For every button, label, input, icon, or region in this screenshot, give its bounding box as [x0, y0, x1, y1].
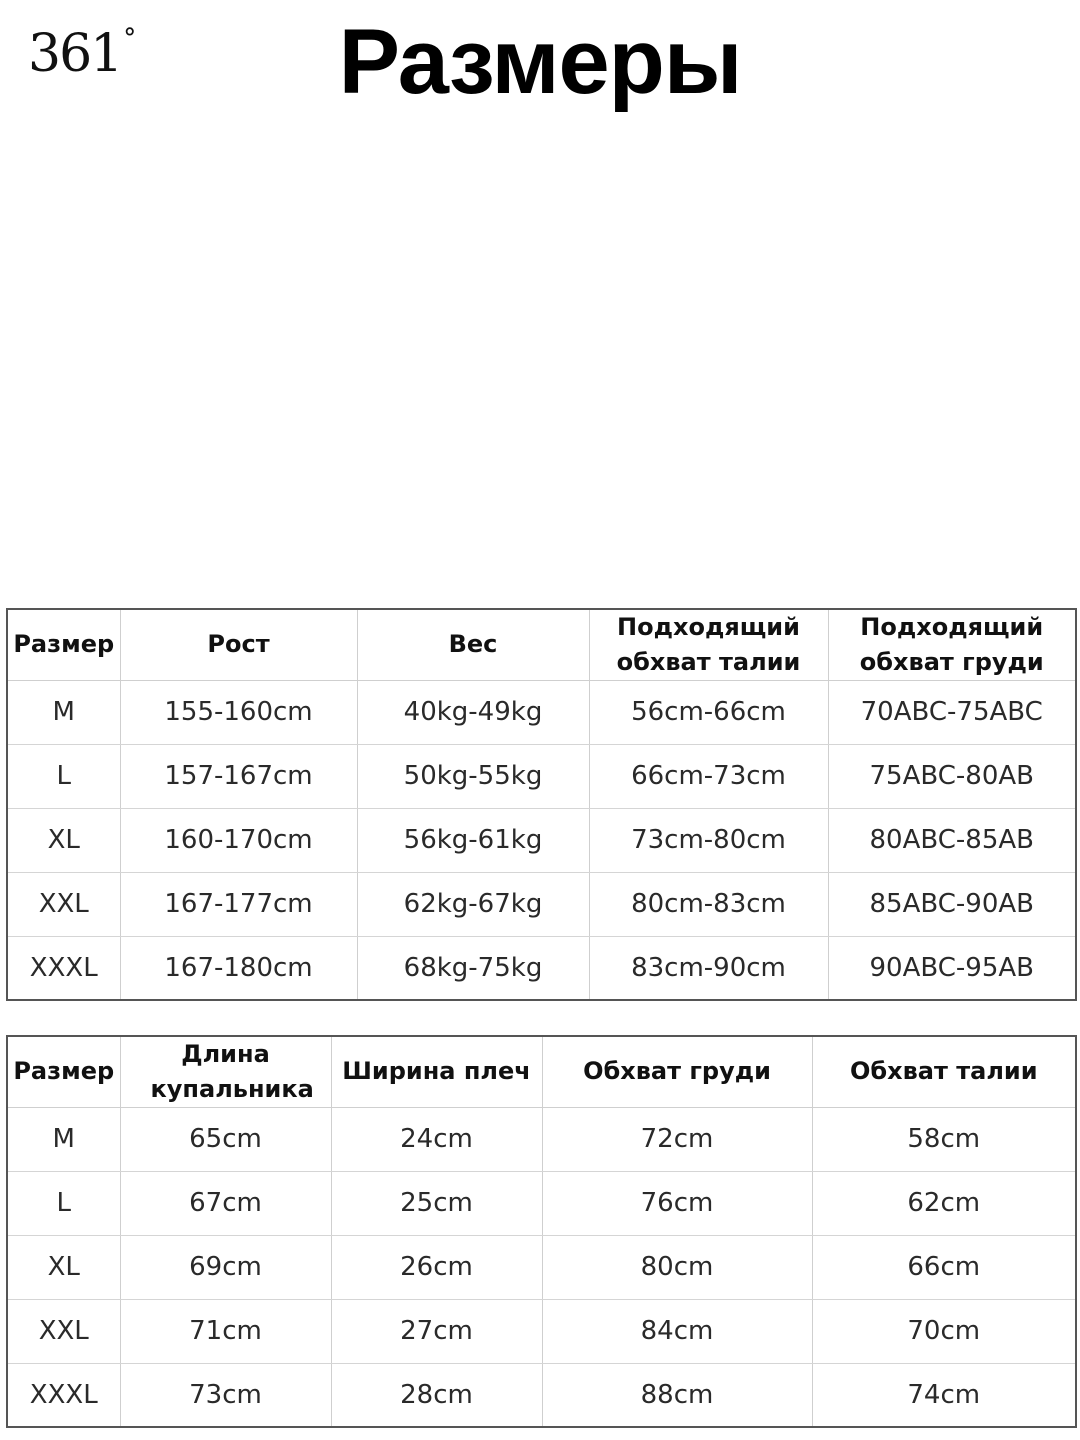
- cell-chest: 90ABC-95AB: [828, 936, 1076, 1000]
- page-title: Размеры: [338, 11, 742, 113]
- cell-length: 67cm: [120, 1171, 331, 1235]
- cell-waist: 56cm-66cm: [589, 680, 828, 744]
- cell-height: 160-170cm: [120, 808, 357, 872]
- table-row: [7, 1235, 1076, 1299]
- logo-degree: °: [123, 23, 135, 54]
- cell-size: L: [7, 744, 120, 808]
- table-header-row: [7, 1036, 1076, 1107]
- cell-chest: 72cm: [542, 1107, 812, 1171]
- table-row: [7, 872, 1076, 936]
- column-header-chest: Обхват груди: [542, 1036, 812, 1107]
- cell-waist: 70cm: [812, 1299, 1076, 1363]
- cell-shoulder: 27cm: [331, 1299, 542, 1363]
- cell-size: XXL: [7, 1299, 120, 1363]
- column-header-weight: Вес: [357, 609, 589, 680]
- cell-waist: 74cm: [812, 1363, 1076, 1427]
- column-header-chest: Подходящий обхват груди: [828, 609, 1076, 680]
- cell-waist: 73cm-80cm: [589, 808, 828, 872]
- cell-size: M: [7, 1107, 120, 1171]
- column-header-waist: Обхват талии: [812, 1036, 1076, 1107]
- cell-size: XXXL: [29, 1379, 98, 1410]
- cell-weight: 40kg-49kg: [357, 680, 589, 744]
- cell-waist: 66cm-73cm: [589, 744, 828, 808]
- cell-size: XXXL: [29, 952, 98, 983]
- cell-size: XL: [7, 808, 120, 872]
- column-header-size: Размер: [7, 609, 120, 680]
- logo-text: 361: [28, 24, 122, 84]
- table-row: [7, 1363, 1076, 1427]
- cell-weight: 50kg-55kg: [357, 744, 589, 808]
- cell-chest: 76cm: [542, 1171, 812, 1235]
- cell-shoulder: 28cm: [331, 1363, 542, 1427]
- size-table-body-measurements: [6, 608, 1077, 1001]
- cell-chest: 75ABC-80AB: [828, 744, 1076, 808]
- cell-waist: 80cm-83cm: [589, 872, 828, 936]
- column-header-shoulder-width: Ширина плеч: [331, 1036, 542, 1107]
- cell-height: 155-160cm: [120, 680, 357, 744]
- cell-size: M: [7, 680, 120, 744]
- cell-chest: 85ABC-90AB: [828, 872, 1076, 936]
- table-row: [7, 1107, 1076, 1171]
- cell-length: 73cm: [120, 1363, 331, 1427]
- table-row: [7, 744, 1076, 808]
- cell-height: 157-167cm: [120, 744, 357, 808]
- table-row: [7, 680, 1076, 744]
- cell-length: 71cm: [120, 1299, 331, 1363]
- cell-weight: 68kg-75kg: [357, 936, 589, 1000]
- cell-waist: 66cm: [812, 1235, 1076, 1299]
- column-header-swimsuit-length: Длина купальника: [120, 1036, 331, 1107]
- cell-size: XXL: [7, 872, 120, 936]
- cell-chest: 88cm: [542, 1363, 812, 1427]
- cell-chest: 80ABC-85AB: [828, 808, 1076, 872]
- cell-length: 65cm: [120, 1107, 331, 1171]
- cell-size: XL: [7, 1235, 120, 1299]
- column-header-height: Рост: [120, 609, 357, 680]
- cell-chest: 70ABC-75ABC: [828, 680, 1076, 744]
- table-header-row: [7, 609, 1076, 680]
- cell-shoulder: 26cm: [331, 1235, 542, 1299]
- size-table-garment-measurements: [6, 1035, 1077, 1428]
- column-header-waist: Подходящий обхват талии: [589, 609, 828, 680]
- cell-weight: 56kg-61kg: [357, 808, 589, 872]
- cell-chest: 80cm: [542, 1235, 812, 1299]
- table-row: [7, 808, 1076, 872]
- table-row: [7, 936, 1076, 1000]
- cell-waist: 62cm: [812, 1171, 1076, 1235]
- cell-height: 167-177cm: [120, 872, 357, 936]
- cell-shoulder: 24cm: [331, 1107, 542, 1171]
- cell-weight: 62kg-67kg: [357, 872, 589, 936]
- cell-size: L: [7, 1171, 120, 1235]
- cell-waist: 58cm: [812, 1107, 1076, 1171]
- cell-length: 69cm: [120, 1235, 331, 1299]
- table-row: [7, 1171, 1076, 1235]
- cell-height: 167-180cm: [120, 936, 357, 1000]
- column-header-size: Размер: [7, 1036, 120, 1107]
- cell-waist: 83cm-90cm: [589, 936, 828, 1000]
- cell-chest: 84cm: [542, 1299, 812, 1363]
- table-row: [7, 1299, 1076, 1363]
- cell-shoulder: 25cm: [331, 1171, 542, 1235]
